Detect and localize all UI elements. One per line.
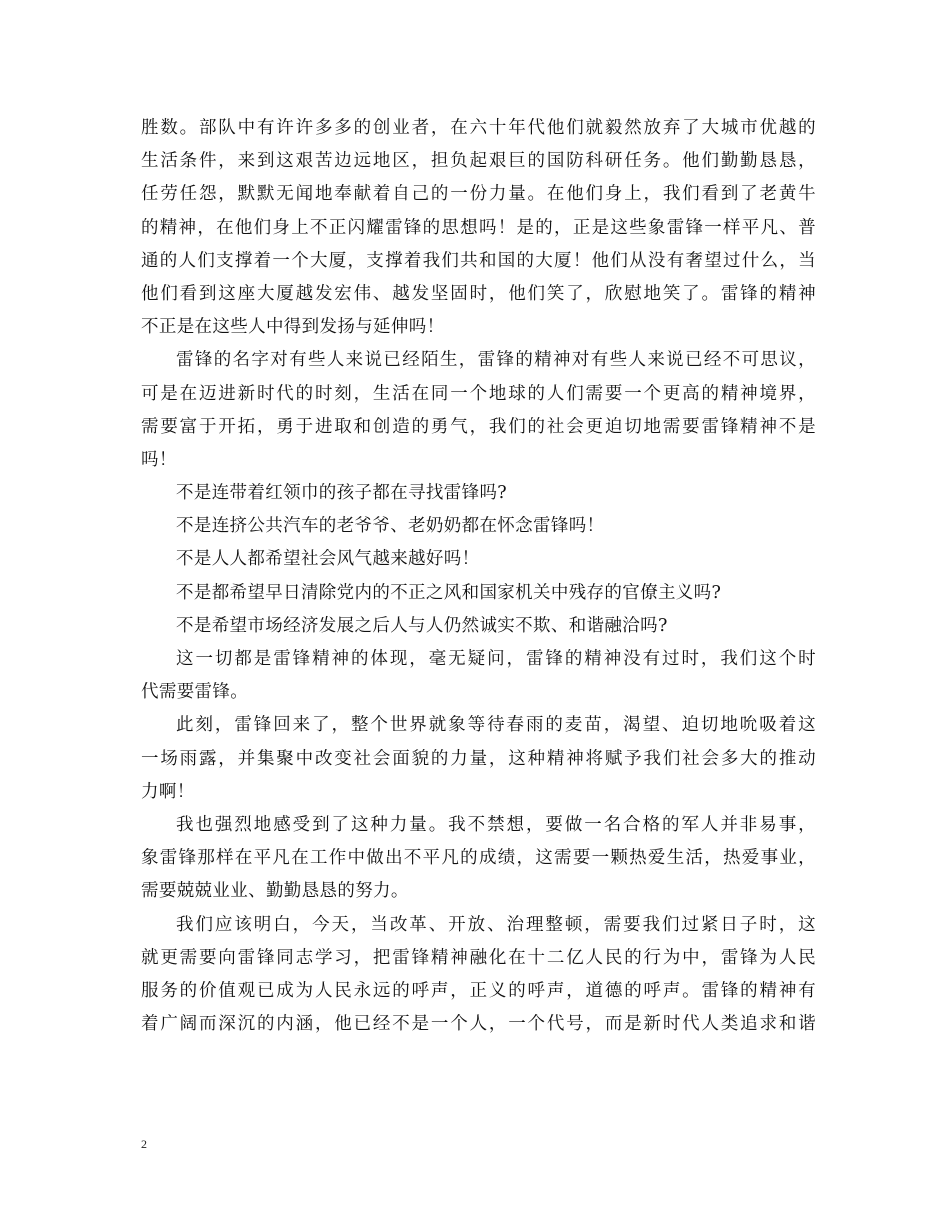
text-line: 象雷锋那样在平凡在工作中做出不平凡的成绩，这需要一颗热爱生活，热爱事业， [141, 848, 816, 869]
text-line: 雷锋的名字对有些人来说已经陌生，雷锋的精神对有些人来说已经不可思议， [176, 350, 816, 371]
text-line: 需要富于开拓，勇于进取和创造的勇气，我们的社会更迫切地需要雷锋精神不是 [141, 416, 816, 437]
text-line: 就更需要向雷锋同志学习，把雷锋精神融化在十二亿人民的行为中，雷锋为人民 [141, 947, 816, 968]
text-line: 生活条件，来到这艰苦边远地区，担负起艰巨的国防科研任务。他们勤勤恳恳， [141, 151, 816, 172]
text-line: 我们应该明白，今天，当改革、开放、治理整顿，需要我们过紧日子时，这 [176, 914, 816, 935]
text-line: 通的人们支撑着一个大厦，支撑着我们共和国的大厦！他们从没有奢望过什么，当 [141, 250, 816, 271]
text-line: 不是连带着红领巾的孩子都在寻找雷锋吗? [176, 483, 508, 504]
text-line: 着广阔而深沉的内涵，他已经不是一个人，一个代号，而是新时代人类追求和谐 [141, 1014, 816, 1035]
text-line: 任劳任怨，默默无闻地奉献着自己的一份力量。在他们身上，我们看到了老黄牛 [141, 184, 816, 205]
text-line: 不是希望市场经济发展之后人与人仍然诚实不欺、和谐融洽吗? [176, 615, 668, 636]
text-line: 此刻，雷锋回来了，整个世界就象等待春雨的麦苗，渴望、迫切地吮吸着这 [176, 715, 816, 736]
text-line: 一场雨露，并集聚中改变社会面貌的力量，这种精神将赋予我们社会多大的推动 [141, 748, 816, 769]
text-line: 他们看到这座大厦越发宏伟、越发坚固时，他们笑了，欣慰地笑了。雷锋的精神 [141, 283, 816, 304]
body-text [141, 112, 816, 1041]
text-line: 可是在迈进新时代的时刻，生活在同一个地球的人们需要一个更高的精神境界， [141, 383, 816, 404]
text-line: 代需要雷锋。 [141, 682, 249, 703]
text-line: 不正是在这些人中得到发扬与延伸吗！ [141, 317, 445, 338]
text-line: 不是人人都希望社会风气越来越好吗！ [176, 549, 480, 570]
text-line: 吗！ [141, 449, 177, 470]
text-line: 需要兢兢业业、勤勤恳恳的努力。 [141, 881, 409, 902]
text-line: 服务的价值观已成为人民永远的呼声，正义的呼声，道德的呼声。雷锋的精神有 [141, 980, 816, 1001]
text-line: 的精神，在他们身上不正闪耀雷锋的思想吗！是的，正是这些象雷锋一样平凡、普 [141, 217, 816, 238]
text-line: 我也强烈地感受到了这种力量。我不禁想，要做一名合格的军人并非易事， [176, 814, 816, 835]
text-line: 这一切都是雷锋精神的体现，毫无疑问，雷锋的精神没有过时，我们这个时 [176, 649, 816, 669]
text-line: 不是连挤公共汽车的老爷爷、老奶奶都在怀念雷锋吗！ [176, 516, 605, 537]
page-number: 2 [141, 1137, 147, 1151]
text-line: 胜数。部队中有许许多多的创业者，在六十年代他们就毅然放弃了大城市优越的 [141, 118, 816, 138]
text-line: 不是都希望早日清除党内的不正之风和国家机关中残存的官僚主义吗? [176, 582, 722, 603]
text-line: 力啊！ [141, 781, 195, 802]
